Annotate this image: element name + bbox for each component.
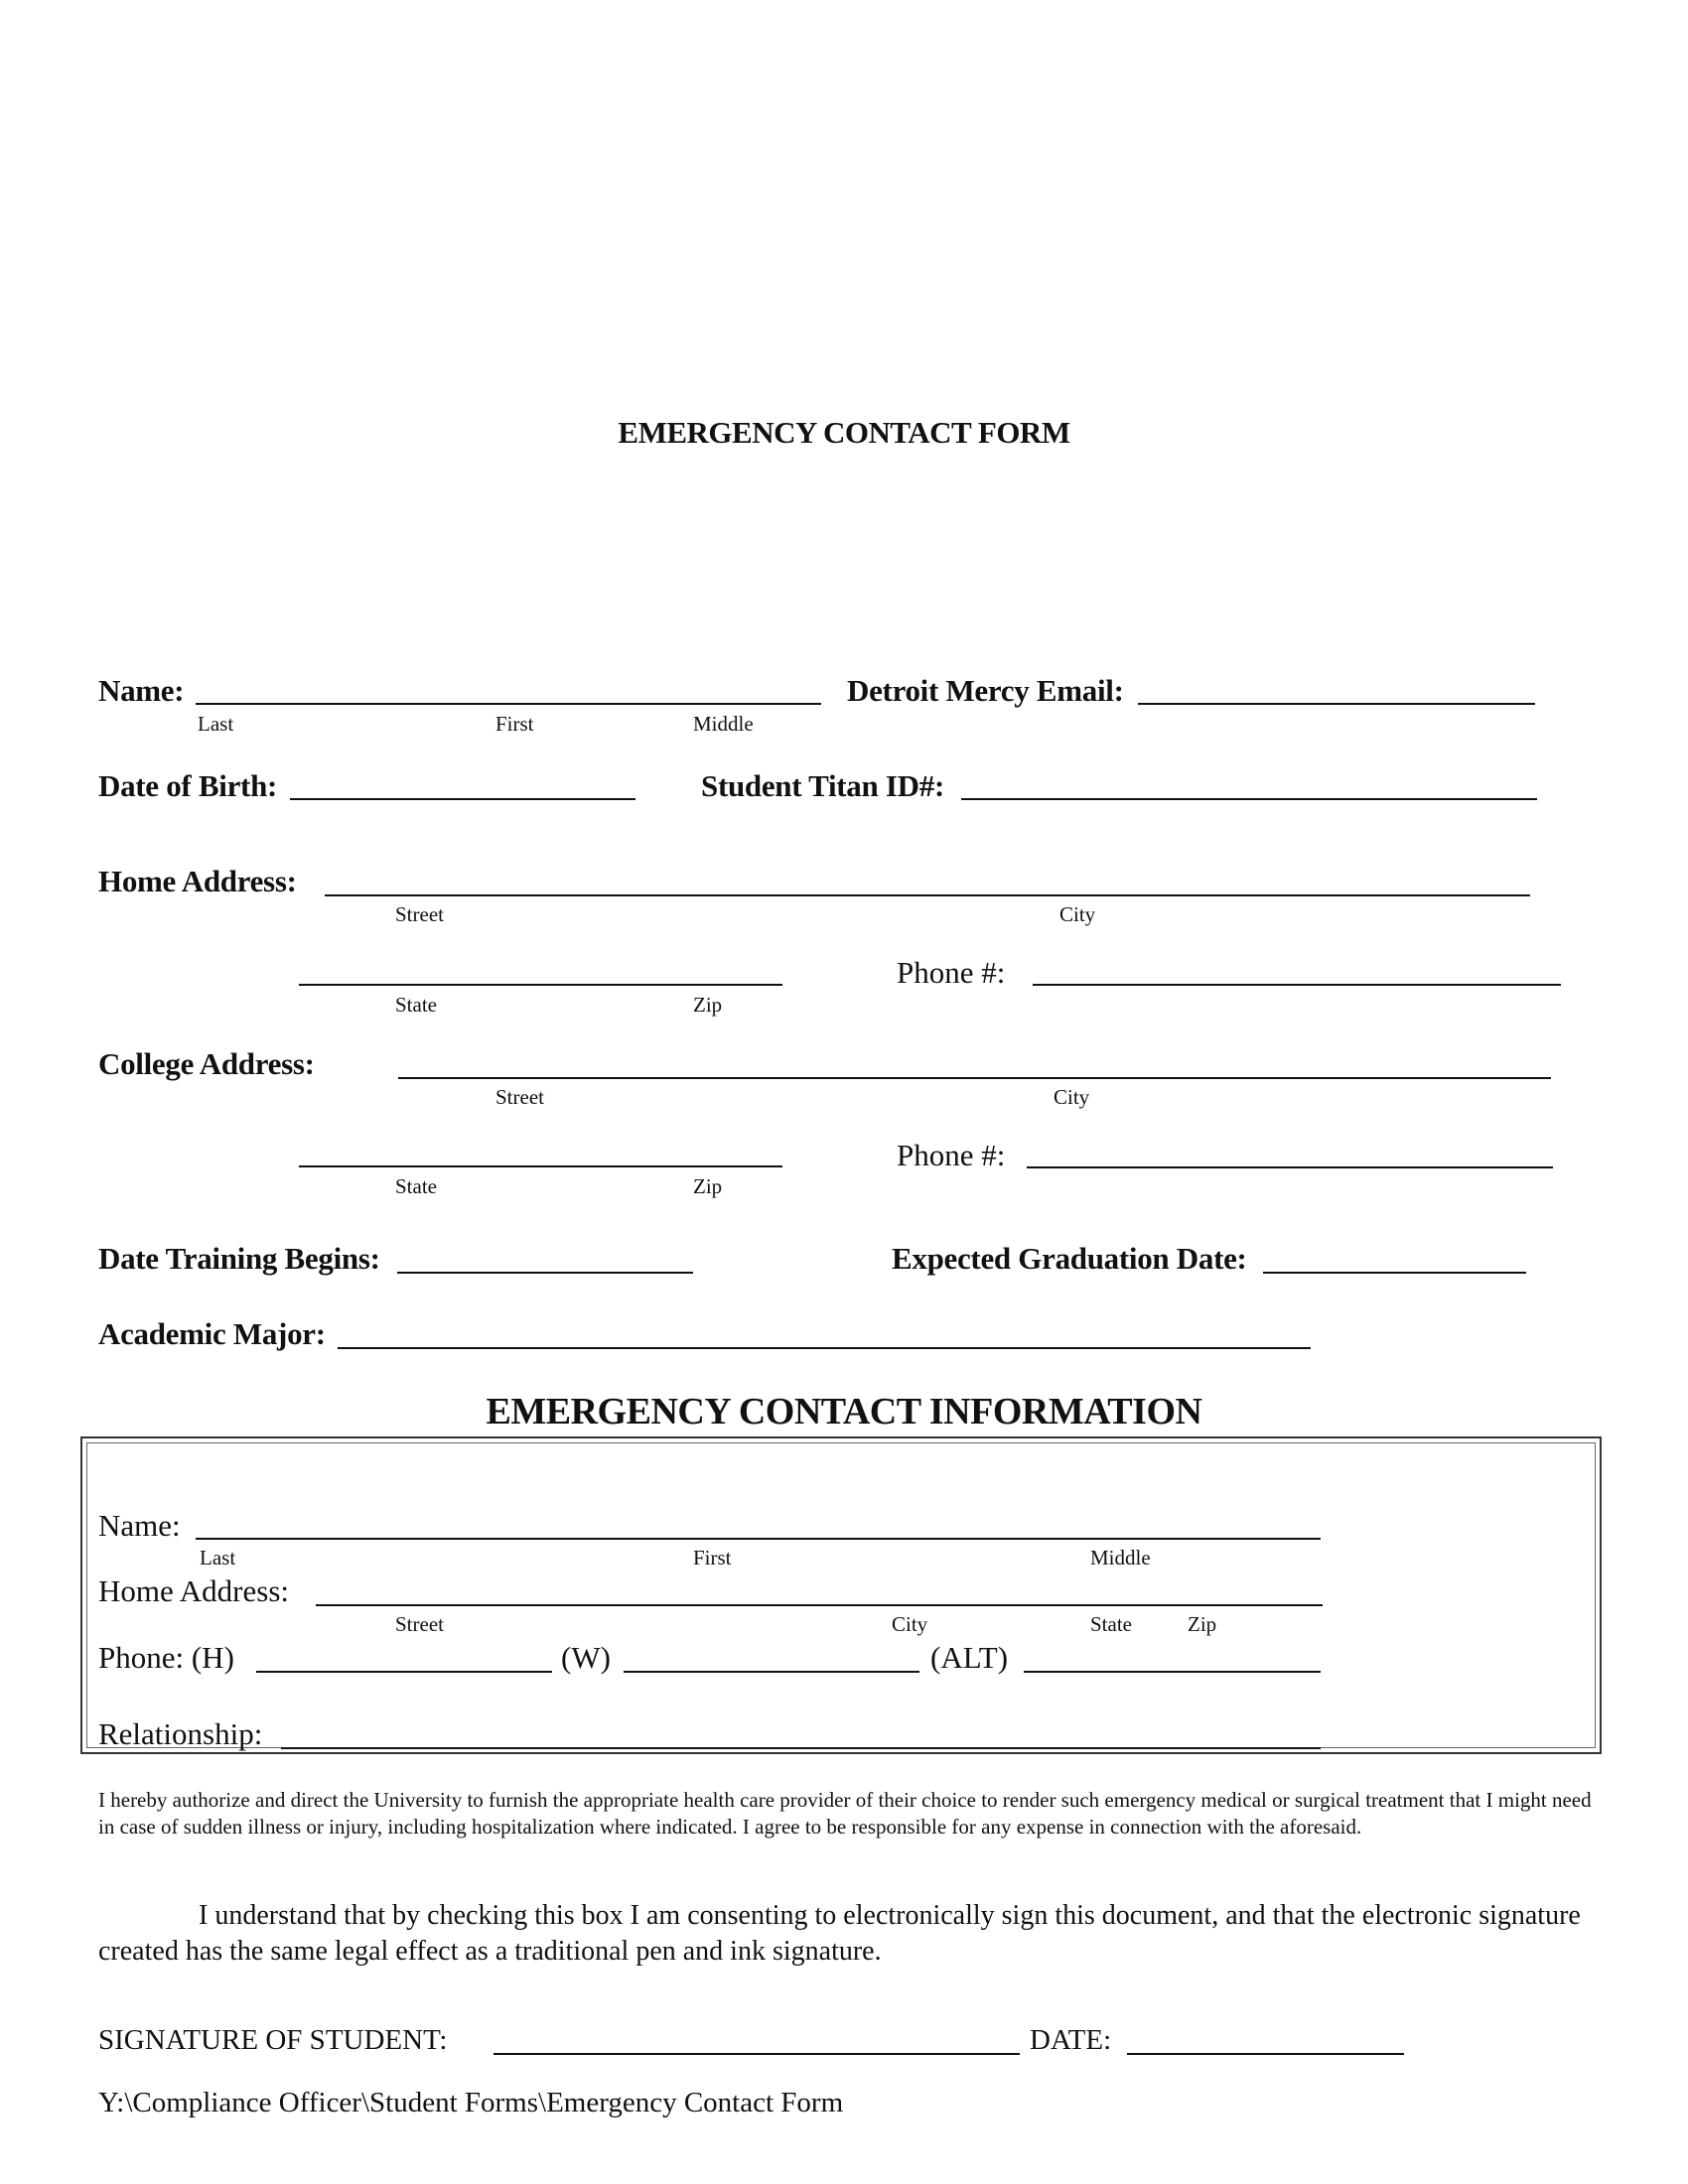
emergency-phone-work-field[interactable] bbox=[624, 1671, 919, 1673]
emergency-name-sub-middle: Middle bbox=[1090, 1546, 1151, 1570]
titan-id-label: Student Titan ID#: bbox=[701, 768, 944, 803]
name-sub-last: Last bbox=[198, 712, 234, 736]
home-phone-field[interactable] bbox=[1033, 984, 1561, 986]
dob-label: Date of Birth: bbox=[98, 768, 278, 803]
name-sub-middle: Middle bbox=[693, 712, 754, 736]
signature-field[interactable] bbox=[493, 2053, 1020, 2055]
titan-id-field[interactable] bbox=[961, 798, 1537, 800]
emergency-address-sub-city: City bbox=[892, 1612, 928, 1636]
emergency-contact-box bbox=[80, 1436, 1602, 1754]
emergency-address-sub-street: Street bbox=[395, 1612, 444, 1636]
home-state-zip-field[interactable] bbox=[299, 984, 782, 986]
training-begins-field[interactable] bbox=[397, 1272, 693, 1274]
emergency-phone-alt-field[interactable] bbox=[1024, 1671, 1321, 1673]
training-begins-label: Date Training Begins: bbox=[98, 1241, 380, 1276]
emergency-name-label: Name: bbox=[98, 1508, 181, 1543]
academic-major-label: Academic Major: bbox=[98, 1316, 326, 1351]
relationship-field[interactable] bbox=[281, 1747, 1321, 1749]
file-path-footer: Y:\Compliance Officer\Student Forms\Emergency Contact Form bbox=[98, 2087, 844, 2118]
email-label: Detroit Mercy Email: bbox=[847, 673, 1124, 708]
dob-field[interactable] bbox=[290, 798, 635, 800]
emergency-name-sub-first: First bbox=[693, 1546, 732, 1570]
date-label: DATE: bbox=[1030, 2024, 1112, 2056]
college-address-label: College Address: bbox=[98, 1046, 315, 1081]
college-sub-city: City bbox=[1054, 1085, 1090, 1109]
relationship-label: Relationship: bbox=[98, 1716, 263, 1751]
college-sub-street: Street bbox=[495, 1085, 544, 1109]
emergency-phone-home-field[interactable] bbox=[256, 1671, 552, 1673]
home-sub-state: State bbox=[395, 993, 437, 1017]
graduation-date-label: Expected Graduation Date: bbox=[892, 1241, 1247, 1276]
name-sub-first: First bbox=[495, 712, 534, 736]
college-sub-state: State bbox=[395, 1174, 437, 1198]
emergency-address-field[interactable] bbox=[316, 1604, 1323, 1606]
home-street-city-field[interactable] bbox=[325, 894, 1530, 896]
authorization-paragraph: I hereby authorize and direct the University to furnish the appropriate health care provider of their choice to render such emergency medical or surgical treatment that I might need in case of sudden illness or injury, including hospitalization where indicated. I agree to be responsible for any expense in connection with the aforesaid. bbox=[98, 1788, 1592, 1839]
signature-label: SIGNATURE OF STUDENT: bbox=[98, 2024, 448, 2056]
home-sub-city: City bbox=[1059, 902, 1096, 926]
home-sub-zip: Zip bbox=[693, 993, 723, 1017]
emergency-address-sub-zip: Zip bbox=[1188, 1612, 1217, 1636]
academic-major-field[interactable] bbox=[338, 1347, 1311, 1349]
college-sub-zip: Zip bbox=[693, 1174, 723, 1198]
name-label: Name: bbox=[98, 673, 185, 708]
college-state-zip-field[interactable] bbox=[299, 1165, 782, 1167]
emergency-name-sub-last: Last bbox=[200, 1546, 236, 1570]
emergency-address-sub-state: State bbox=[1090, 1612, 1132, 1636]
form-title: EMERGENCY CONTACT FORM bbox=[618, 415, 1070, 450]
date-field[interactable] bbox=[1127, 2053, 1404, 2055]
college-phone-label: Phone #: bbox=[897, 1138, 1006, 1172]
college-street-city-field[interactable] bbox=[398, 1077, 1551, 1079]
home-address-label: Home Address: bbox=[98, 864, 297, 898]
emergency-phone-home-label: Phone: (H) bbox=[98, 1640, 234, 1675]
home-sub-street: Street bbox=[395, 902, 444, 926]
emergency-phone-work-label: (W) bbox=[561, 1640, 611, 1675]
emergency-box-inner-border bbox=[86, 1442, 1596, 1748]
email-field[interactable] bbox=[1138, 703, 1535, 705]
graduation-date-field[interactable] bbox=[1263, 1272, 1526, 1274]
emergency-phone-alt-label: (ALT) bbox=[930, 1640, 1009, 1675]
name-field[interactable] bbox=[196, 703, 821, 705]
emergency-section-title: EMERGENCY CONTACT INFORMATION bbox=[486, 1391, 1202, 1433]
emergency-address-label: Home Address: bbox=[98, 1573, 290, 1608]
home-phone-label: Phone #: bbox=[897, 955, 1006, 990]
emergency-name-field[interactable] bbox=[196, 1538, 1321, 1540]
consent-paragraph: I understand that by checking this box I am consenting to electronically sign this document, and that the electronic signature created has the same legal effect as a traditional pen and ink signature. bbox=[98, 1900, 1581, 1967]
college-phone-field[interactable] bbox=[1027, 1166, 1553, 1168]
